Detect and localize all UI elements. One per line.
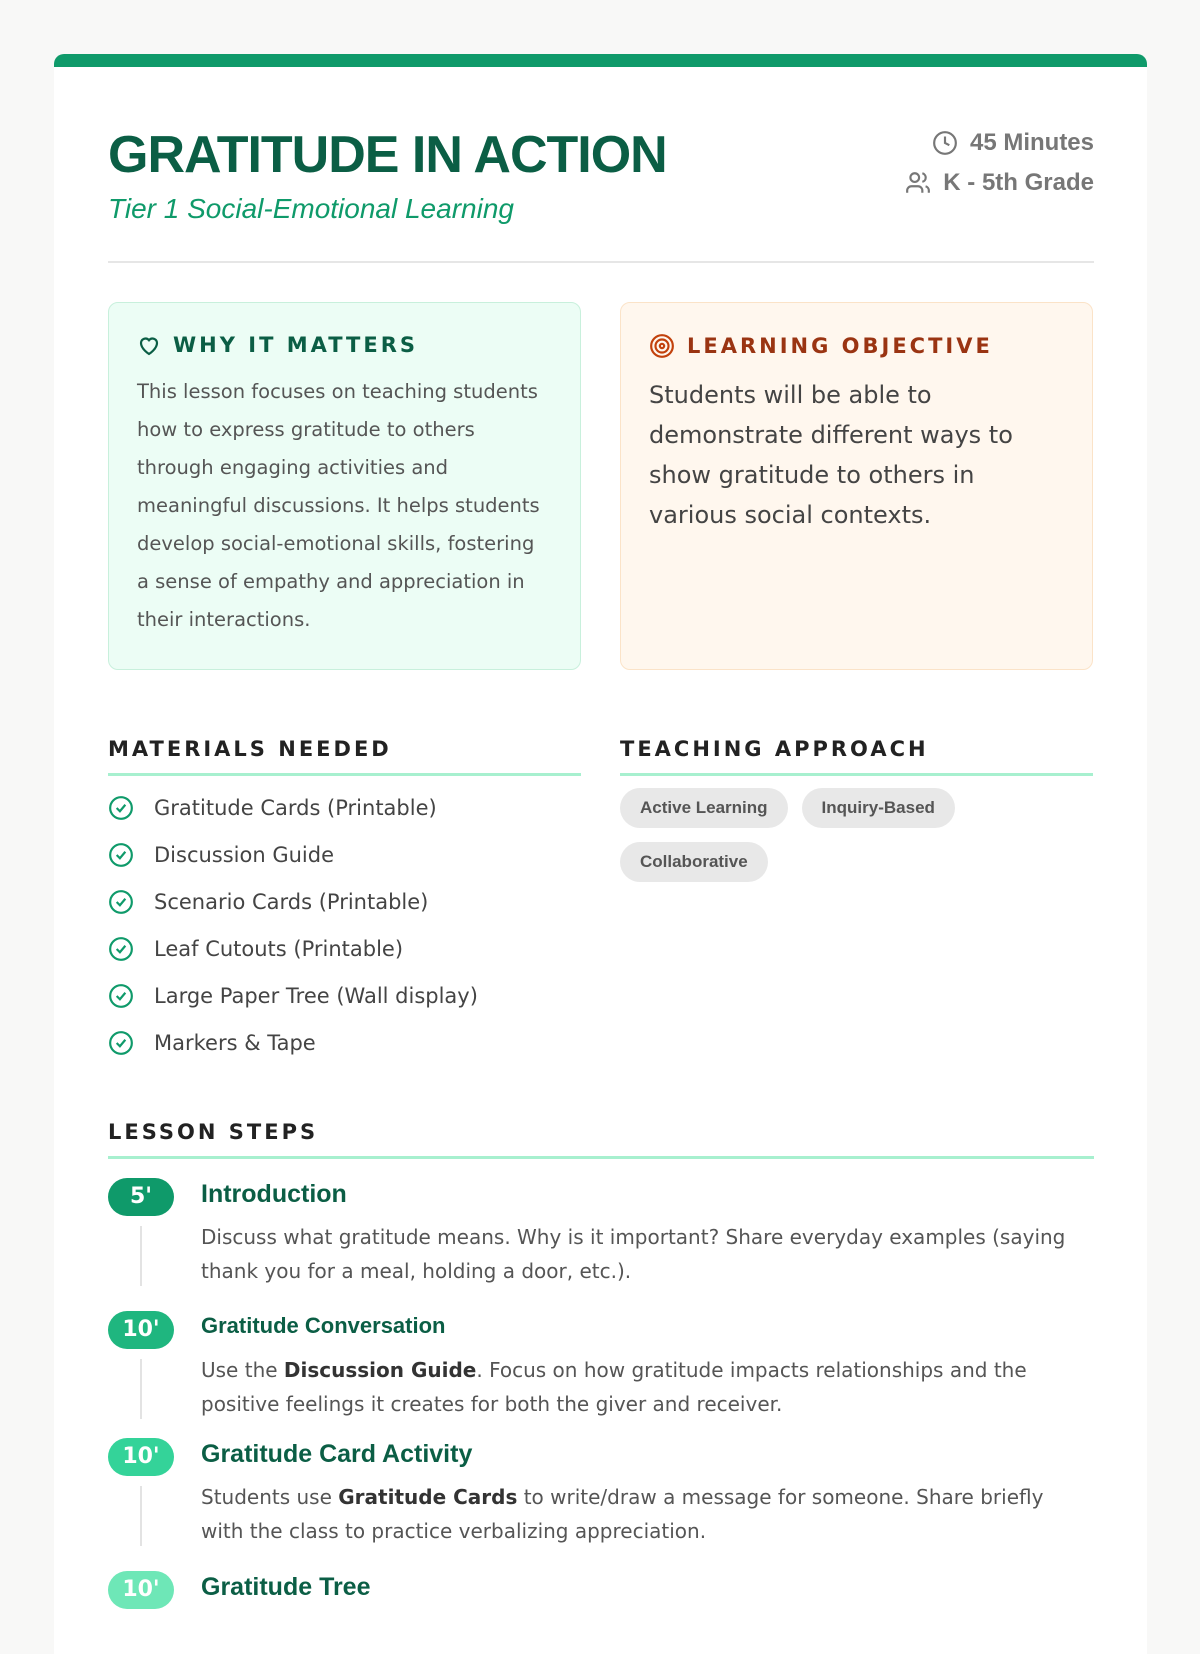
check-circle-icon xyxy=(108,983,134,1009)
users-icon xyxy=(905,170,931,196)
materials-heading: MATERIALS NEEDED xyxy=(108,737,581,776)
step-title: Gratitude Tree xyxy=(201,1573,371,1601)
step-description: Use the Discussion Guide. Focus on how gratitude impacts relationships and the positive feelings it creates for both the giver and receiver. xyxy=(201,1358,1027,1416)
material-item xyxy=(108,925,581,972)
duration: 45 Minutes xyxy=(969,129,1094,156)
step-time-badge: 10' xyxy=(108,1571,174,1609)
material-item xyxy=(108,831,581,878)
objective-heading: LEARNING OBJECTIVE xyxy=(687,334,993,358)
why-it-matters-box xyxy=(108,302,581,670)
approach-tag: Inquiry-Based xyxy=(802,788,955,828)
target-icon xyxy=(649,333,675,359)
step-title: Gratitude Card Activity xyxy=(201,1440,473,1468)
check-circle-icon xyxy=(108,842,134,868)
material-label: Scenario Cards (Printable) xyxy=(154,889,429,914)
material-label: Markers & Tape xyxy=(154,1030,316,1055)
material-item xyxy=(108,1019,581,1066)
approach-tag: Active Learning xyxy=(620,788,788,828)
timeline-line xyxy=(140,1226,142,1286)
materials-list xyxy=(108,784,581,1066)
check-circle-icon xyxy=(108,795,134,821)
timeline-line xyxy=(140,1486,142,1546)
lesson-card xyxy=(54,54,1147,1654)
check-circle-icon xyxy=(108,889,134,915)
step-description: Discuss what gratitude means. Why is it important? Share everyday examples (saying thank you for a meal, holding a door, etc.). xyxy=(201,1225,1066,1283)
approach-tags xyxy=(620,788,1093,882)
approach-heading: TEACHING APPROACH xyxy=(620,737,1093,776)
heart-icon xyxy=(137,333,161,357)
page-title: GRATITUDE IN ACTION xyxy=(108,126,667,184)
why-text: This lesson focuses on teaching students how to express gratitude to others through engaging activities and meaningful discussions. It helps students develop social-emotional skills, fostering a sense of empathy and appreciation in their interactions. xyxy=(137,380,540,631)
step-time-badge: 10' xyxy=(108,1438,174,1476)
step-time-badge: 10' xyxy=(108,1311,174,1349)
objective-text: Students will be able to demonstrate different ways to show gratitude to others in various social contexts. xyxy=(649,381,1013,529)
step-description: Students use Gratitude Cards to write/draw a message for someone. Share briefly with the class to practice verbalizing appreciation. xyxy=(201,1485,1044,1543)
timeline-line xyxy=(140,1359,142,1419)
material-item xyxy=(108,878,581,925)
steps-heading: LESSON STEPS xyxy=(108,1120,1094,1159)
approach-tag: Collaborative xyxy=(620,842,768,882)
grade: K - 5th Grade xyxy=(943,169,1094,196)
step-title: Introduction xyxy=(201,1180,347,1208)
learning-objective-box xyxy=(620,302,1093,670)
material-label: Gratitude Cards (Printable) xyxy=(154,795,437,820)
lesson-meta xyxy=(905,123,1094,203)
material-item xyxy=(108,972,581,1019)
material-label: Large Paper Tree (Wall display) xyxy=(154,983,478,1008)
why-heading: WHY IT MATTERS xyxy=(173,333,418,357)
step-title: Gratitude Conversation xyxy=(201,1313,446,1338)
material-label: Leaf Cutouts (Printable) xyxy=(154,936,404,961)
page-subtitle: Tier 1 Social-Emotional Learning xyxy=(108,193,514,224)
clock-icon xyxy=(932,130,958,156)
divider xyxy=(108,261,1094,263)
step-time-badge: 5' xyxy=(108,1178,174,1216)
material-item xyxy=(108,784,581,831)
material-label: Discussion Guide xyxy=(154,842,335,867)
check-circle-icon xyxy=(108,1030,134,1056)
check-circle-icon xyxy=(108,936,134,962)
